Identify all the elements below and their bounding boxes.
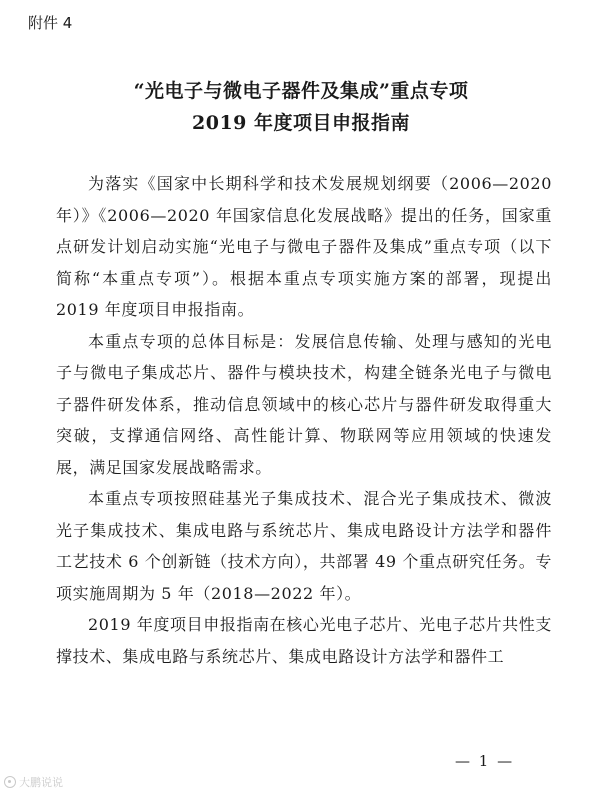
paragraph-2: 本重点专项的总体目标是：发展信息传输、处理与感知的光电子与微电子集成芯片、器件与模块技术，构建全链条光电子与微电子器件研发体系，推动信息领域中的核心芯片与器件研发取得重大突破，支撑通信网络、高性能计算、物联网等应用领域的快速发展，满足国家发展战略需求。 <box>56 331 552 477</box>
weibo-logo-icon <box>4 776 16 788</box>
watermark-text: 大鹏说说 <box>19 776 63 789</box>
paragraph-4: 2019 年度项目申报指南在核心光电子芯片、光电子芯片共性支撑技术、集成电路与系统芯片、集成电路设计方法学和器件工 <box>56 615 552 666</box>
document-body <box>56 168 552 672</box>
page-number: — 1 — <box>455 752 515 770</box>
document-title-line-1: “光电子与微电子器件及集成”重点专项 <box>133 80 469 102</box>
paragraph-3: 本重点专项按照硅基光子集成技术、混合光子集成技术、微波光子集成技术、集成电路与系统芯片、集成电路设计方法学和器件工艺技术 6 个创新链（技术方向），共部署 49 个重点研究任务。专项实施周期为 5 年（2018—2022 年）。 <box>56 489 552 603</box>
paragraph-1: 为落实《国家中长期科学和技术发展规划纲要（2006—2020年）》《2006—2020 年国家信息化发展战略》提出的任务，国家重点研发计划启动实施“光电子与微电子器件及集成”重点专项（以下简称“本重点专项”）。根据本重点专项实施方案的部署，现提出 2019 年度项目申报指南。 <box>56 174 552 319</box>
watermark <box>4 774 63 790</box>
document-title-line-2: 2019 年度项目申报指南 <box>192 112 410 134</box>
attachment-label: 附件 4 <box>28 14 73 32</box>
